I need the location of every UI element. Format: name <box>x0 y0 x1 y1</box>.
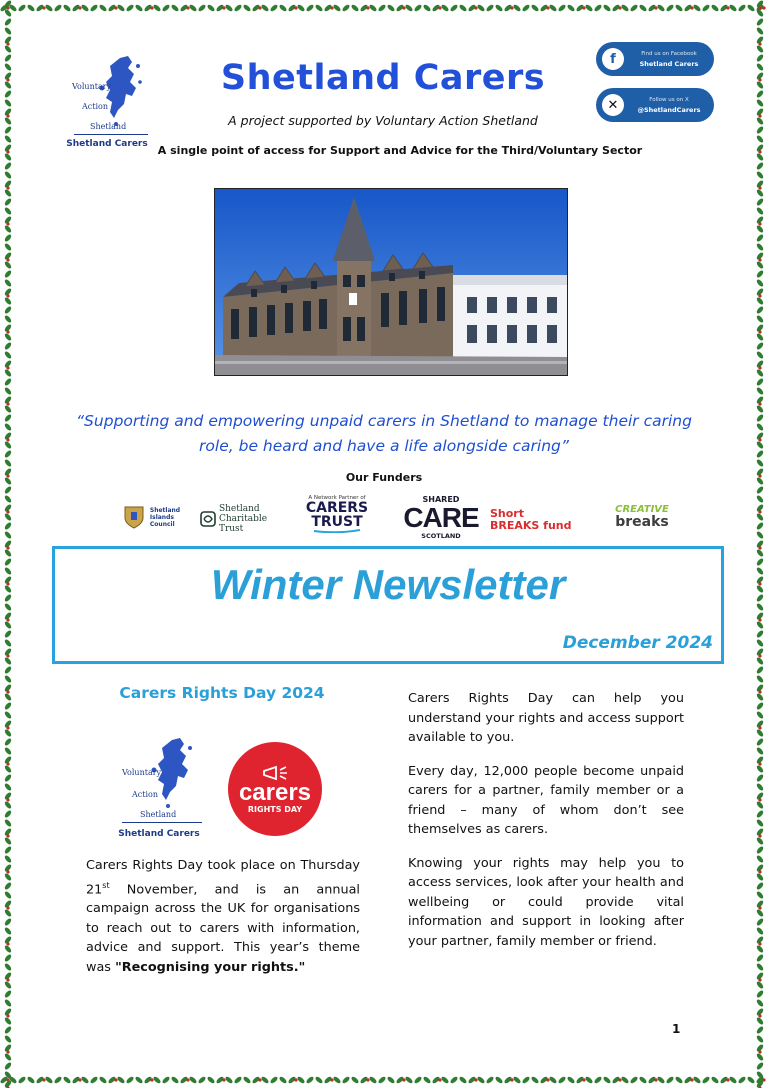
x-icon: ✕ <box>602 94 624 116</box>
funder-shetland-charitable-trust <box>200 504 294 534</box>
left-para-a: Carers Rights Day took place on Thursday 21 <box>86 858 360 897</box>
badge-line1: carers <box>238 778 312 806</box>
section-title: Carers Rights Day 2024 <box>119 684 325 702</box>
shared-care-top: SHARED <box>422 494 460 504</box>
creative-line2: breaks <box>615 514 669 530</box>
short-breaks-line1: Short <box>490 507 524 520</box>
shared-care-main: CARE <box>403 501 479 533</box>
carers-trust-line2: TRUST <box>311 514 363 530</box>
vas-letter-voluntary: Voluntary <box>122 768 162 777</box>
vas-caption: Shetland Carers <box>118 829 200 839</box>
carers-trust-line1: CARERS <box>305 500 369 516</box>
badge-line2: RIGHTS DAY <box>247 804 303 814</box>
left-paragraph <box>86 856 360 977</box>
council-crest-icon <box>122 504 146 530</box>
sic-line1: Shetland <box>149 506 181 514</box>
holly-border-top <box>0 0 768 16</box>
sic-line2: Islands <box>149 513 174 521</box>
sct-knot-icon <box>200 511 216 527</box>
subtitle: A project supported by Voluntary Action Shetland <box>228 113 538 128</box>
funder-short-breaks-fund <box>490 506 582 534</box>
shared-care-bottom: SCOTLAND <box>421 531 461 540</box>
facebook-button[interactable] <box>596 42 714 76</box>
short-breaks-line2: BREAKS fund <box>490 519 572 532</box>
right-column <box>408 689 684 962</box>
vas-logo-section <box>114 734 204 839</box>
left-para-sup: st <box>102 880 110 890</box>
sct-line2: Charitable Trust <box>218 514 268 534</box>
vas-letter-action: Action <box>132 790 158 799</box>
site-title: Shetland Carers <box>220 58 546 98</box>
vas-letter-shetland: Shetland <box>90 122 127 131</box>
facebook-icon: f <box>602 48 624 70</box>
right-paragraph-3: Knowing your rights may help you to access services, look after your health and wellbeing or could provide vital information and support in looking after your partner, family member or friend. <box>408 855 684 949</box>
holly-border-right <box>752 0 768 1088</box>
creative-line1: CREATIVE <box>615 504 669 515</box>
vas-logo <box>62 52 152 154</box>
carers-trust-swoosh <box>312 529 362 533</box>
funders-title: Our Funders <box>345 471 423 484</box>
vas-letter-shetland: Shetland <box>140 810 177 819</box>
facebook-small-text: Find us on Facebook <box>641 51 697 57</box>
page-number: 1 <box>672 1022 681 1036</box>
x-button[interactable] <box>596 88 714 122</box>
funder-carers-trust <box>302 492 372 536</box>
funder-creative-breaks <box>604 500 680 534</box>
sct-line1: Shetland <box>218 504 260 514</box>
carers-trust-tag: A Network Partner of <box>308 495 366 501</box>
holly-border-left <box>0 0 16 1088</box>
newsletter-title: Winter Newsletter <box>210 561 566 608</box>
sic-line3: Council <box>149 520 175 528</box>
access-line: A single point of access for Support and Advice for the Third/Voluntary Sector <box>157 144 643 157</box>
left-column <box>86 856 360 988</box>
right-paragraph-1: Carers Rights Day can help you understand your rights and access support available to you. <box>408 691 684 745</box>
building-photo <box>214 188 568 376</box>
funder-shared-care-scotland <box>398 492 484 542</box>
x-small-text: Follow us on X <box>649 97 689 103</box>
vas-caption: Shetland Carers <box>66 139 148 149</box>
facebook-name: Shetland Carers <box>639 60 699 68</box>
x-name: @ShetlandCarers <box>637 106 701 114</box>
newsletter-date: December 2024 <box>562 633 713 653</box>
vas-letter-voluntary: Voluntary <box>72 82 112 91</box>
newsletter-banner <box>52 546 724 664</box>
funder-shetland-islands-council <box>116 500 186 534</box>
shetland-map-icon <box>62 52 152 132</box>
left-para-b: November, and is an annual campaign across the UK for organisations to reach out to carers with information, advice and support. This year’s theme was <box>86 881 360 975</box>
vas-letter-action: Action <box>82 102 108 111</box>
holly-border-bottom <box>0 1072 768 1088</box>
carers-rights-day-badge <box>228 742 322 836</box>
mission-statement: “Supporting and empowering unpaid carers in Shetland to manage their caring role, be heard and have a life alongside caring” <box>76 412 692 455</box>
left-para-bold: "Recognising your rights." <box>115 959 306 975</box>
right-paragraph-2: Every day, 12,000 people become unpaid carers for a partner, family member or a friend – many of whom don’t see themselves as carers. <box>408 763 684 837</box>
